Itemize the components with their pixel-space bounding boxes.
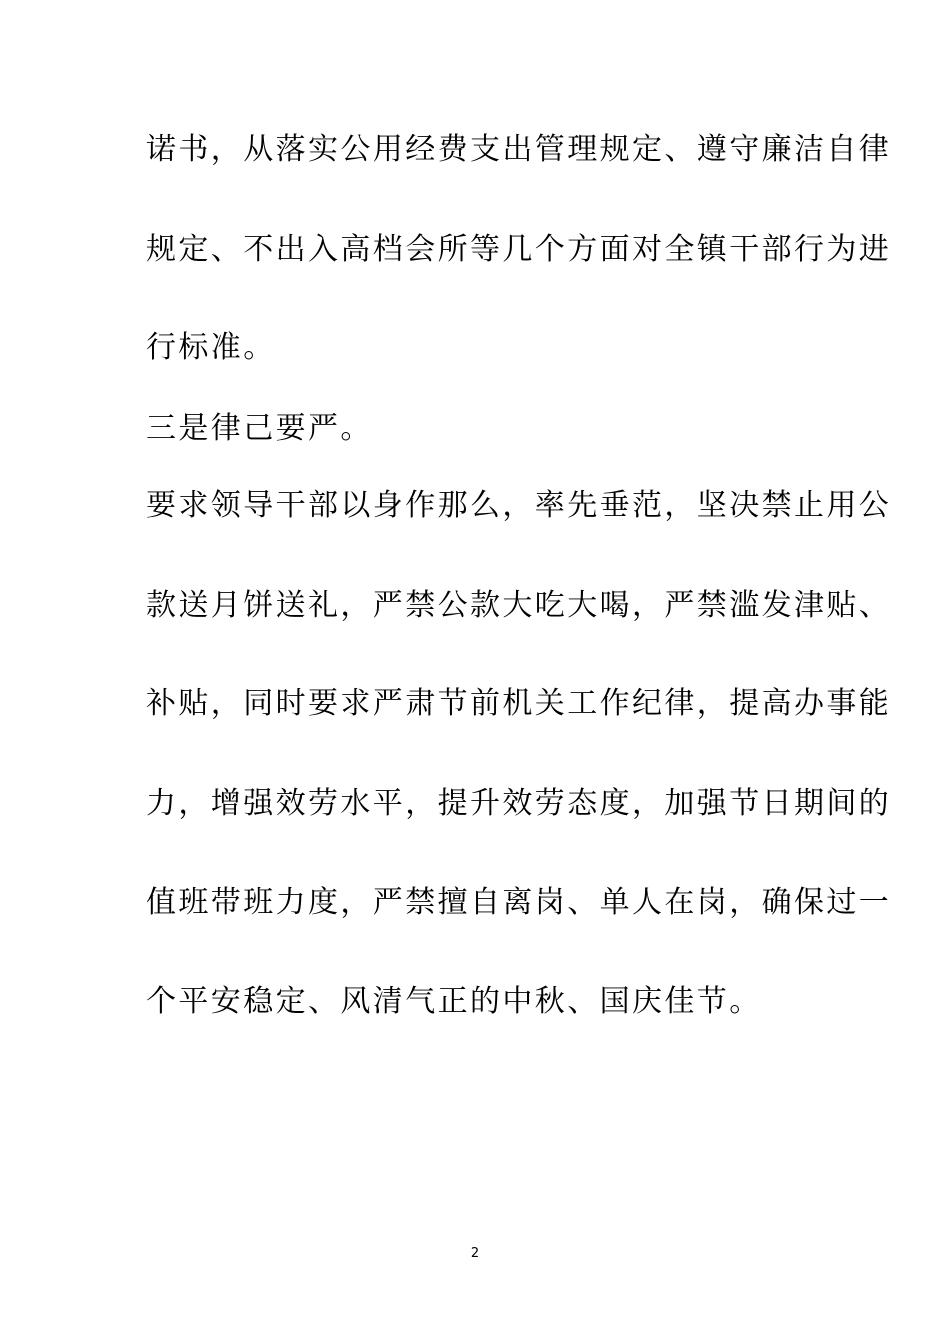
text-line: 规定、不出入高档会所等几个方面对全镇干部行为进 xyxy=(146,232,892,267)
text-line: 值班带班力度，严禁擅自离岗、单人在岗，确保过一 xyxy=(146,885,892,920)
text-line: 力，增强效劳水平，提升效劳态度，加强节日期间的 xyxy=(146,786,892,821)
text-line: 补贴，同时要求严肃节前机关工作纪律，提高办事能 xyxy=(146,686,892,721)
section-heading: 三是律己要严。 xyxy=(146,411,373,446)
text-line: 款送月饼送礼，严禁公款大吃大喝，严禁滥发津贴、 xyxy=(146,588,892,623)
page-number: 2 xyxy=(470,1246,480,1261)
text-line: 要求领导干部以身作那么，率先垂范，坚决禁止用公 xyxy=(146,488,892,523)
text-line: 行标准。 xyxy=(146,330,276,365)
text-line: 个平安稳定、风清气正的中秋、国庆佳节。 xyxy=(146,984,762,1019)
text-line: 诺书，从落实公用经费支出管理规定、遵守廉洁自律 xyxy=(146,132,892,167)
